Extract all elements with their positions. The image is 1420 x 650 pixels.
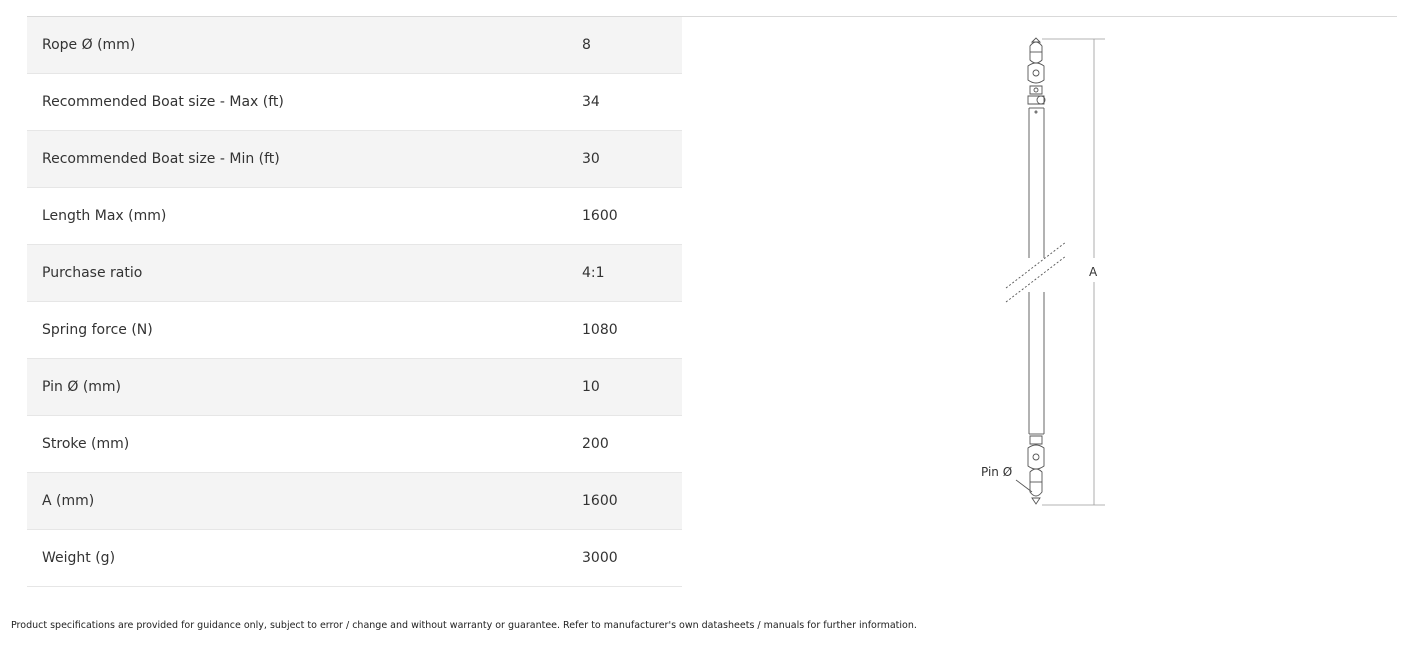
spec-value: 34	[582, 74, 682, 131]
table-row	[27, 188, 682, 245]
spec-label: Spring force (N)	[27, 302, 582, 359]
table-row	[27, 245, 682, 302]
table-row	[27, 416, 682, 473]
spec-label: Stroke (mm)	[27, 416, 582, 473]
spec-label: Pin Ø (mm)	[27, 359, 582, 416]
spec-label: Purchase ratio	[27, 245, 582, 302]
spec-label: Recommended Boat size - Min (ft)	[27, 131, 582, 188]
spec-value: 10	[582, 359, 682, 416]
spec-value: 30	[582, 131, 682, 188]
spec-label: Length Max (mm)	[27, 188, 582, 245]
spec-table	[27, 17, 682, 587]
spec-value: 1080	[582, 302, 682, 359]
table-row	[27, 17, 682, 74]
top-block-icon	[1028, 38, 1045, 104]
table-row	[27, 473, 682, 530]
spec-value: 4:1	[582, 245, 682, 302]
table-row	[27, 359, 682, 416]
table-row	[27, 530, 682, 587]
spec-value: 8	[582, 17, 682, 74]
disclaimer-text: Product specifications are provided for guidance only, subject to error / change and without warranty or guarantee. Refer to manufacturer's own datasheets / manuals for further information.	[11, 620, 917, 631]
tube-icon	[1029, 108, 1044, 434]
break-lines-icon	[1006, 242, 1066, 302]
table-row	[27, 74, 682, 131]
spec-value: 200	[582, 416, 682, 473]
pin-diameter-label: Pin Ø	[981, 465, 1013, 479]
table-row	[27, 131, 682, 188]
spec-value: 1600	[582, 188, 682, 245]
dimension-label-a: A	[1089, 265, 1098, 279]
spec-label: Rope Ø (mm)	[27, 17, 582, 74]
spec-label: Weight (g)	[27, 530, 582, 587]
spec-label: A (mm)	[27, 473, 582, 530]
spec-value: 1600	[582, 473, 682, 530]
bottom-block-icon	[1016, 436, 1044, 504]
table-row	[27, 302, 682, 359]
product-drawing	[970, 30, 1130, 520]
spec-label: Recommended Boat size - Max (ft)	[27, 74, 582, 131]
spec-value: 3000	[582, 530, 682, 587]
